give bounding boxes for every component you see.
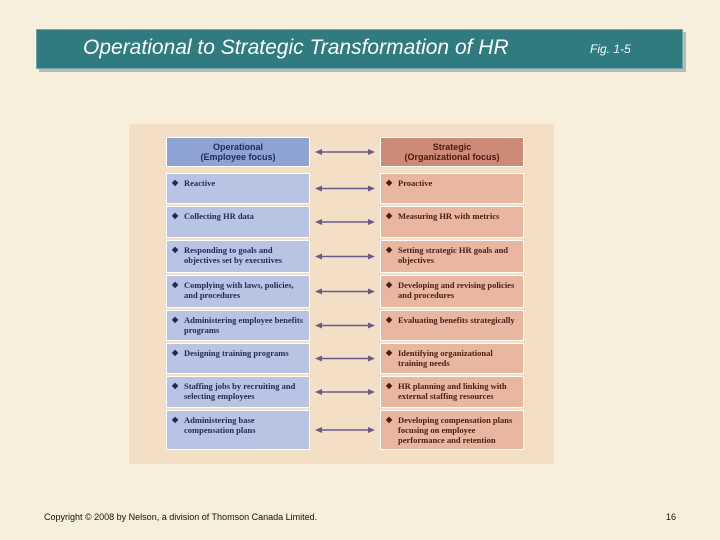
diamond-bullet-icon: ◆ <box>172 211 179 220</box>
diamond-bullet-icon: ◆ <box>172 381 179 390</box>
operational-header-line-1: Operational <box>212 142 263 152</box>
left-cell-text: Administering base compensation plans <box>184 415 256 435</box>
strategic-header-line-2: (Organizational focus) <box>404 152 500 162</box>
right-cell-text: Evaluating benefits strategically <box>398 315 515 325</box>
left-cell-text: Collecting HR data <box>184 211 254 221</box>
row-double-arrow-4 <box>315 289 375 295</box>
connector-arrows <box>129 124 554 464</box>
slide-title: Operational to Strategic Transformation of HR <box>83 36 509 59</box>
title-bar <box>36 29 683 69</box>
row-double-arrow-5 <box>315 323 375 329</box>
row-double-arrow-8 <box>315 427 375 433</box>
diamond-bullet-icon: ◆ <box>386 315 393 324</box>
header-double-arrow <box>315 149 375 155</box>
left-cell-text: Administering employee benefits programs <box>184 315 303 335</box>
row-double-arrow-2 <box>315 219 375 225</box>
transformation-diagram <box>129 124 554 464</box>
diamond-bullet-icon: ◆ <box>172 348 179 357</box>
row-double-arrow-1 <box>315 186 375 192</box>
diamond-bullet-icon: ◆ <box>172 178 179 187</box>
figure-label: Fig. 1-5 <box>590 42 631 56</box>
diamond-bullet-icon: ◆ <box>386 178 393 187</box>
diamond-bullet-icon: ◆ <box>172 245 179 254</box>
diamond-bullet-icon: ◆ <box>386 280 393 289</box>
strategic-header-line-1: Strategic <box>432 142 472 152</box>
left-cell-text: Responding to goals and objectives set by executives <box>184 245 282 265</box>
row-double-arrow-6 <box>315 356 375 362</box>
row-double-arrow-7 <box>315 389 375 395</box>
row-double-arrow-3 <box>315 254 375 260</box>
diamond-bullet-icon: ◆ <box>386 415 393 424</box>
diamond-bullet-icon: ◆ <box>172 415 179 424</box>
diamond-bullet-icon: ◆ <box>386 381 393 390</box>
left-cell-text: Reactive <box>184 178 216 188</box>
copyright-footer: Copyright © 2008 by Nelson, a division of Thomson Canada Limited. <box>44 512 318 522</box>
diamond-bullet-icon: ◆ <box>172 280 179 289</box>
right-cell-text: Developing and revising policies and procedures <box>398 280 515 300</box>
operational-header-line-2: (Employee focus) <box>200 152 276 162</box>
left-cell-text: Designing training programs <box>184 348 289 358</box>
diamond-bullet-icon: ◆ <box>386 348 393 357</box>
page-number: 16 <box>666 512 677 522</box>
right-cell-text: Measuring HR with metrics <box>398 211 500 221</box>
left-cell-text: Staffing jobs by recruiting and selecting employees <box>184 381 296 401</box>
right-cell-text: Identifying organizational training needs <box>398 348 493 368</box>
right-cell-text: Developing compensation plans focusing on employee performance and retention <box>398 415 513 445</box>
left-cell-text: Complying with laws, policies, and procedures <box>184 280 294 300</box>
right-cell-text: Setting strategic HR goals and objectives <box>398 245 509 265</box>
diamond-bullet-icon: ◆ <box>386 245 393 254</box>
diamond-bullet-icon: ◆ <box>172 315 179 324</box>
right-cell-text: HR planning and linking with external staffing resources <box>398 381 507 401</box>
right-cell-text: Proactive <box>398 178 433 188</box>
diamond-bullet-icon: ◆ <box>386 211 393 220</box>
